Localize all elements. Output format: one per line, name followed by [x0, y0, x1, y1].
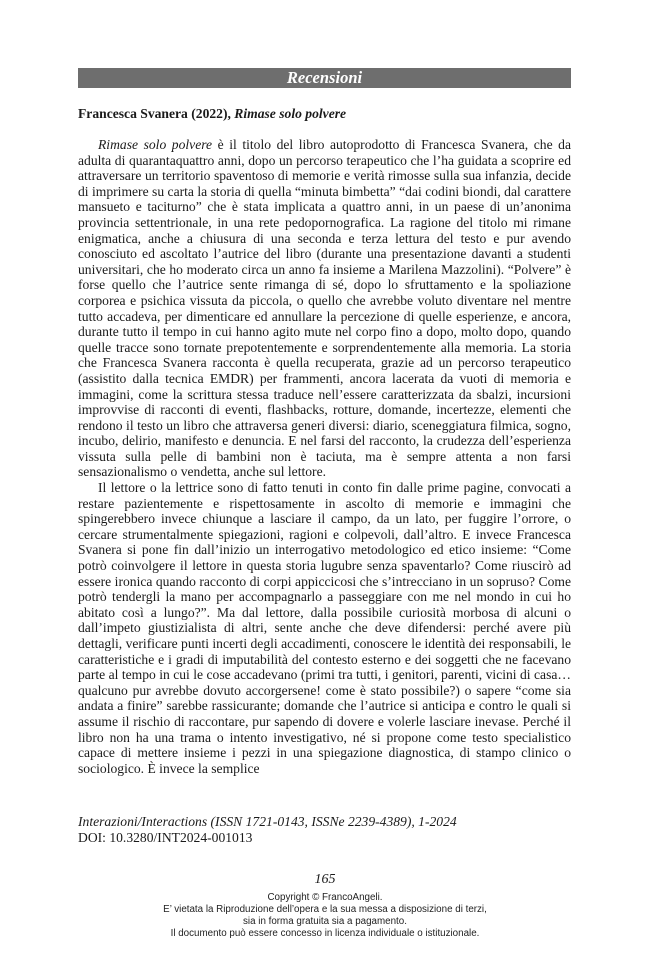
- review-author-year: Francesca Svanera (2022),: [78, 106, 235, 121]
- copyright-line: E’ vietata la Riproduzione dell’opera e la sua messa a disposizione di terzi,: [163, 904, 487, 915]
- copyright-line: sia in forma gratuita sia a pagamento.: [243, 916, 407, 927]
- review-book-title: Rimase solo polvere: [234, 106, 347, 121]
- page-number: 165: [314, 872, 336, 887]
- paragraph-lead-italic: Rimase solo polvere: [98, 137, 213, 152]
- doi: DOI: 10.3280/INT2024-001013: [78, 830, 253, 845]
- journal-citation: Interazioni/Interactions (ISSN 1721-0143, ISSNe 2239-4389), 1-2024: [78, 814, 457, 829]
- copyright-line: Il documento può essere concesso in licenza individuale o istituzionale.: [170, 928, 480, 939]
- copyright-notice: [0, 892, 650, 940]
- paragraph-text: Il lettore o la lettrice sono di fatto tenuti in conto fin dalle prime pagine, convocati a restare pazientemente e rispettosamente in ascolto di memorie e immagini che spingerebbero invece chiunque a lasciare il campo, da un lato, per fuggire l’orrore, o cercare strumentalmente spiegazioni, ragioni e colpevoli, dall’altro. E invece Francesca Svanera si pone fin dall’inizio un interrogativo metodologico ed etico insieme: “Come potrò coinvolgere il lettore in questa storia lugubre senza spaventarlo? Come riuscirò ad essere ironica quando racconto di corpi appiccicosi che s’intrecciano in un sopruso? Come potrò tendergli la mano per accompagnarlo a passeggiare con me nel mondo in cui ho abitato così a lungo?”. Ma dal lettore, dalla possibile curiosità morbosa di alcuni o dall’impeto giustizialista di altri, sente anche che deve difendersi: perché avere più dettagli, verificare punti incerti degli accadimenti, conoscere le identità dei responsabili, le caratteristiche e i gradi di imputabilità del contesto esterno e dei soggetti che ne facevano parte al tempo in cui le cose accadevano (primi tra tutti, i genitori, parenti, vicini di casa… qualcuno pur avrebbe dovuto accorgersene! come è stato possibile?) o sapere “come sia andata a finire” sarebbe rassicurante; domande che l’autrice si anticipa e contro le quali si assume il rischio di raccontare, pur sapendo di dovere e volerle lasciare inevase. Perché il libro non ha una trama o intento investigativo, né si propone come testo specialistico capace di mettere insieme i pezzi in una spiegazione diagnostica, di stampo clinico o sociologico. È invece la semplice: [78, 480, 571, 776]
- journal-footer: [78, 814, 571, 846]
- review-heading: [78, 106, 571, 122]
- paragraph: [78, 137, 571, 480]
- paragraph-text: è il titolo del libro autoprodotto di Francesca Svanera, che da adulta di quarantaquattro anni, dopo un percorso terapeutico che l’ha guidata a scoprire ed attraversare un territorio spaventoso di memorie e verità rimosse sulla sua infanzia, decide di imprimere su carta la storia di quella “minuta bimbetta” “dai codini biondi, dal carattere mansueto e taciturno” che è stata implicata a quattro anni, in un paese di un’anonima provincia settentrionale, in una rete pedopornografica. La ragione del titolo mi rimane enigmatica, anche a chiusura di una seconda e terza lettura del testo e pur avendo conosciuto ed ascoltato l’autrice del libro (durante una presentazione davanti a studenti universitari, che ho moderato circa un anno fa insieme a Marilena Mazzolini). “Polvere” è forse quello che l’autrice sente rimanga di sé, dopo lo sfruttamento e la spoliazione corporea e psichica vissuta da piccola, o quello che avrebbe voluto diventare nel mentre tutto accadeva, per dimenticare ed annullare la percezione di quelle esperienze, e ancora, durante tutto il tempo in cui hanno agito mute nel corpo fino a dopo, molto dopo, quando quelle tracce sono tornate prepotentemente e sorprendentemente alla memoria. La storia che Francesca Svanera racconta è quella recuperata, grazie ad un percorso terapeutico (assistito dalla tecnica EMDR) per frammenti, ancora lacerata da vuoti di memoria e immagini, come la scrittura stessa traduce nell’essere caratterizzata da sbalzi, incursioni improvvise di racconti di eventi, flashbacks, rotture, domande, incertezze, elementi che rendono il testo un libro che attraversa generi diversi: diario, sceneggiatura filmica, sogno, incubo, delirio, manifesto e denuncia. E nel farsi del racconto, la crudezza dell’esperienza vissuta sulla pelle di bambini non è taciuta, ma è sempre attenta a non farsi sensazionalismo o vendetta, anche sul lettore.: [78, 137, 572, 480]
- section-banner: [78, 68, 571, 88]
- copyright-line: Copyright © FrancoAngeli.: [267, 892, 383, 903]
- paragraph: [78, 480, 571, 776]
- review-body: [78, 137, 571, 776]
- section-title: Recensioni: [286, 68, 363, 87]
